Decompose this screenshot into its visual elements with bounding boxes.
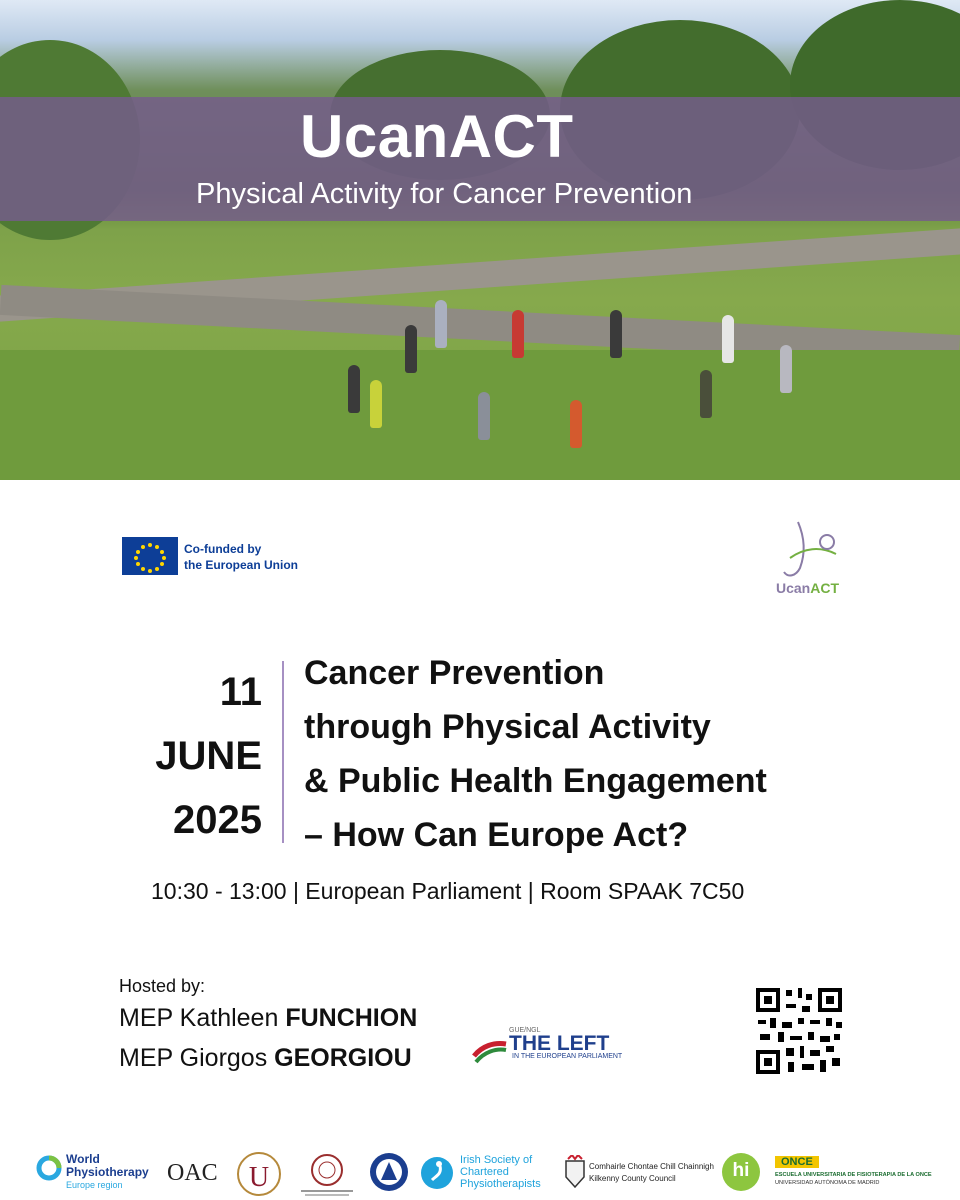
host-name: MEP Giorgos GEORGIOU [119, 1044, 412, 1072]
ucanact-logo-text: UcanACT [776, 580, 840, 596]
oac-logo: OAC [167, 1160, 218, 1186]
banner-title: UcanACT [300, 103, 574, 170]
person [348, 365, 360, 413]
event-day: 11 [219, 670, 262, 714]
university-seville-logo-icon [234, 1150, 284, 1198]
person [405, 325, 417, 373]
kilkenny-council-logo: Comhairle Chontae Chill Chainnigh Kilkenny County Council [564, 1155, 714, 1195]
hosted-by-label: Hosted by: [119, 976, 206, 996]
person [435, 300, 447, 348]
banner-subtitle: Physical Activity for Cancer Prevention [196, 178, 693, 210]
event-details: 10:30 - 13:00 | European Parliament | Room SPAAK 7C50 [151, 878, 745, 904]
irish-society-logo: Irish Society of Chartered Physiotherapists [420, 1154, 560, 1194]
the-left-subtext: IN THE EUROPEAN PARLIAMENT [512, 1053, 623, 1060]
physiotherapy-association-logo-icon [368, 1150, 410, 1194]
university-bologna-logo-icon [295, 1150, 359, 1198]
event-month: JUNE [155, 734, 262, 778]
person [478, 392, 490, 440]
once-school-logo: ONCE ESCUELA UNIVERSITARIA DE FISIOTERAPIA DE LA ONCE UNIVERSIDAD AUTÓNOMA DE MADRID [775, 1156, 932, 1186]
irish-society-icon [420, 1156, 454, 1190]
date-divider [282, 661, 284, 843]
host-name: MEP Kathleen FUNCHION [119, 1004, 418, 1032]
hi-logo: hi [722, 1153, 760, 1191]
person [722, 315, 734, 363]
the-left-small-text: GUE/NGL [509, 1027, 541, 1034]
event-year: 2025 [173, 798, 262, 842]
world-physiotherapy-logo: World Physiotherapy Europe region [36, 1153, 166, 1195]
person [512, 310, 524, 358]
kilkenny-crest-icon [564, 1155, 586, 1189]
person [780, 345, 792, 393]
hero-photo [0, 0, 960, 480]
eu-flag-icon [122, 537, 178, 575]
person [700, 370, 712, 418]
world-physiotherapy-icon [36, 1155, 62, 1181]
person [610, 310, 622, 358]
event-title: Cancer Prevention through Physical Activity & Public Health Engagement – How Can Europe Act? [304, 654, 767, 854]
person [570, 400, 582, 448]
qr-code[interactable] [754, 986, 844, 1076]
the-left-text: THE LEFT [509, 1032, 610, 1055]
svg-text:U: U [248, 1162, 270, 1193]
person [370, 380, 382, 428]
event-date [120, 660, 262, 852]
eu-cofunded-text: Co-funded by the European Union [184, 542, 298, 572]
